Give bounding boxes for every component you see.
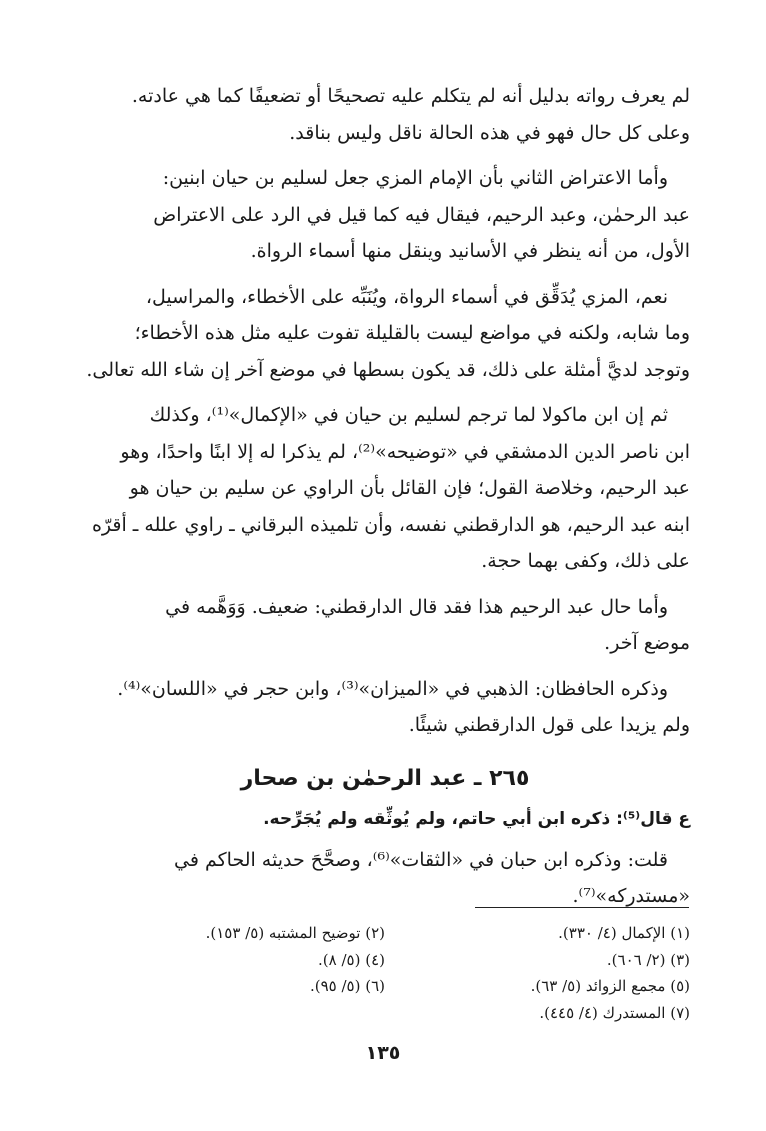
page-number: ١٣٥ — [365, 1042, 401, 1064]
entry-source-line: ع قال⁽⁵⁾: ذكره ابن أبي حاتم، ولم يُوثِّقه ولم يُجَرِّحه. — [263, 808, 690, 829]
text-line: الأول، من أنه ينظر في الأسانيد وينقل منها أسماء الرواة. — [250, 240, 690, 262]
text-line: وعلى كل حال فهو في هذه الحالة ناقل وليس بناقد. — [289, 121, 690, 144]
footnotes — [80, 920, 690, 1026]
paragraph-6 — [80, 671, 690, 744]
footnote — [80, 1000, 385, 1027]
text-line: ولم يزيدا على قول الدارقطني شيئًا. — [408, 714, 690, 736]
text-line: ابنه عبد الرحيم، هو الدارقطني نفسه، وأن تلميذه البرقاني ـ راوي علله ـ أقرّه — [91, 513, 690, 536]
paragraph-2 — [80, 160, 690, 270]
text-line: وأما الاعتراض الثاني بأن الإمام المزي جعل لسليم بن حيان ابنين: — [162, 167, 668, 189]
footnote: (١) الإكمال (٤/ ٣٣٠). — [558, 924, 690, 942]
footnote-row — [80, 947, 690, 974]
text-line: نعم، المزي يُدَقِّق في أسماء الرواة، ويُنَبِّه على الأخطاء، والمراسيل، — [145, 285, 668, 308]
text-line: عبد الرحيم، وخلاصة القول؛ فإن القائل بأن الراوي عن سليم بن حيان هو — [129, 477, 690, 499]
footnote: (٥) مجمع الزوائد (٥/ ٦٣). — [530, 977, 690, 995]
paragraph-1 — [80, 78, 690, 151]
footnote-row — [80, 1000, 690, 1027]
footnote: (٦) (٥/ ٩٥). — [309, 977, 385, 995]
text-line: عبد الرحمٰن، وعبد الرحيم، فيقال فيه كما قيل في الرد على الاعتراض — [153, 203, 690, 226]
footnote: (٢) توضيح المشتبه (٥/ ١٥٣). — [205, 924, 385, 942]
entry-heading: ٢٦٥ ـ عبد الرحمٰن بن صحار — [240, 765, 530, 791]
text-line: قلت: وذكره ابن حبان في «الثقات»⁽⁶⁾، وصحَّحَ حديثه الحاكم في — [174, 848, 668, 871]
text-line: لم يعرف رواته بدليل أنه لم يتكلم عليه تصحيحًا أو تضعيفًا كما هي عادته. — [131, 85, 690, 107]
footnote-row — [80, 973, 690, 1000]
text-line: «مستدركه»⁽⁷⁾. — [572, 885, 690, 907]
footnote-row — [80, 920, 690, 947]
page-body — [80, 78, 690, 924]
paragraph-3 — [80, 279, 690, 389]
text-line: وذكره الحافظان: الذهبي في «الميزان»⁽³⁾، وابن حجر في «اللسان»⁽⁴⁾. — [117, 677, 668, 700]
paragraph-5 — [80, 589, 690, 662]
footnote: (٣) (٢/ ٦٠٦). — [606, 950, 690, 969]
footnote: (٧) المستدرك (٤/ ٤٤٥). — [539, 1003, 690, 1022]
final-paragraph — [80, 842, 690, 915]
footnote-divider — [475, 907, 689, 908]
text-line: ابن ناصر الدين الدمشقي في «توضيحه»⁽²⁾، لم يذكرا له إلا ابنًا واحدًا، وهو — [120, 440, 690, 463]
text-line: وأما حال عبد الرحيم هذا فقد قال الدارقطني: ضعيف. وَوَهَّمه في — [165, 595, 668, 618]
text-line: وتوجد لديَّ أمثلة على ذلك، قد يكون بسطها في موضع آخر إن شاء الله تعالى. — [86, 358, 690, 381]
text-line: ثم إن ابن ماكولا لما ترجم لسليم بن حيان في «الإكمال»⁽¹⁾، وكذلك — [149, 404, 668, 426]
text-line: موضع آخر. — [604, 632, 690, 654]
text-line: وما شابه، ولكنه في مواضع ليست بالقليلة تفوت عليه مثل هذه الأخطاء؛ — [134, 322, 690, 344]
text-line: على ذلك، وكفى بهما حجة. — [481, 550, 690, 572]
footnote: (٤) (٥/ ٨). — [318, 950, 385, 969]
paragraph-4 — [80, 397, 690, 580]
